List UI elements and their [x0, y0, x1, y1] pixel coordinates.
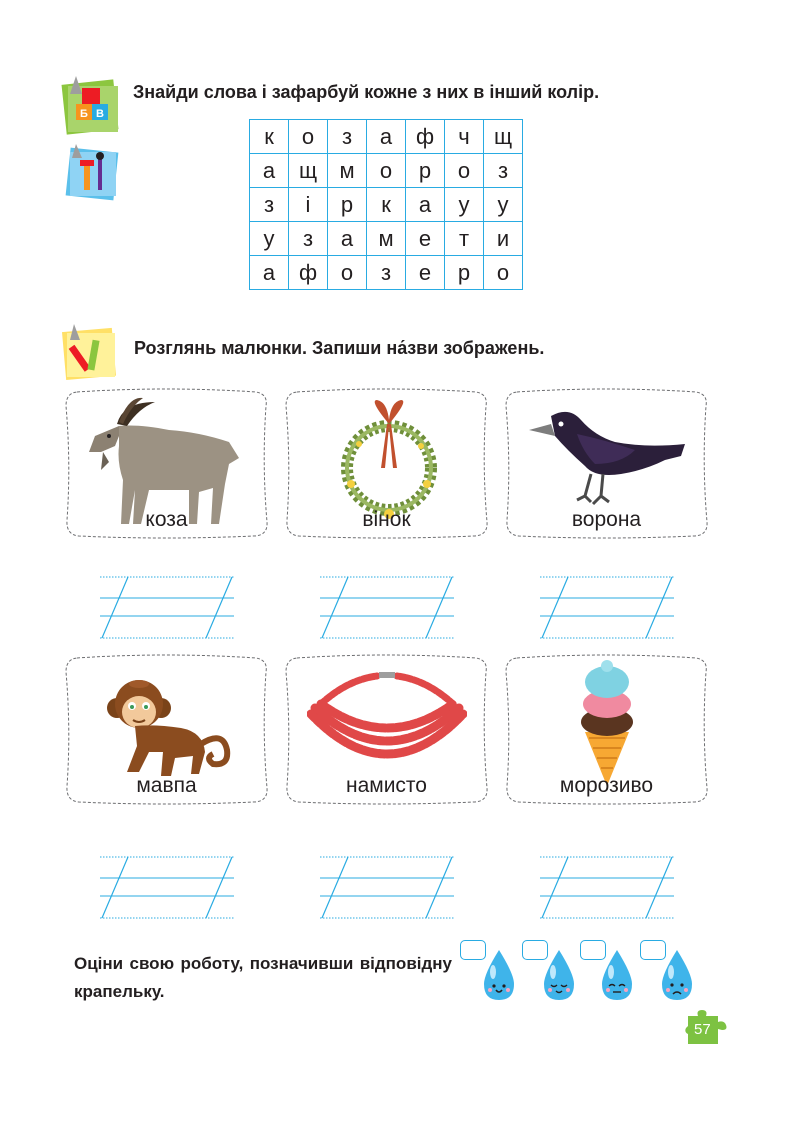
- picture-card-wreath: [283, 388, 490, 540]
- grid-cell[interactable]: о: [484, 256, 523, 290]
- grid-cell[interactable]: щ: [289, 154, 328, 188]
- ice-cream-icon: [577, 658, 637, 788]
- grid-cell[interactable]: ч: [445, 120, 484, 154]
- self-assessment-text: Оціни свою роботу, позначивши відповідну крапельку.: [74, 954, 452, 1001]
- grid-cell[interactable]: з: [328, 120, 367, 154]
- writing-lines: [540, 856, 674, 920]
- svg-text:Б: Б: [80, 108, 88, 120]
- picture-card-goat: [63, 388, 270, 540]
- task2-title: Розглянь малюнки. Запиши на́зви зображень.: [134, 338, 545, 358]
- grid-cell[interactable]: м: [367, 222, 406, 256]
- writing-lines: [320, 856, 454, 920]
- grid-cell[interactable]: а: [250, 256, 289, 290]
- task-icon-paint-tools: [62, 142, 122, 204]
- task-icon-abc-blocks: [58, 74, 124, 136]
- grid-cell[interactable]: к: [367, 188, 406, 222]
- picture-card-crow: [503, 388, 710, 540]
- grid-cell[interactable]: о: [367, 154, 406, 188]
- grid-cell[interactable]: р: [328, 188, 367, 222]
- happy-drop-icon: [480, 948, 518, 1002]
- letter-grid: [249, 119, 523, 290]
- grid-cell[interactable]: а: [250, 154, 289, 188]
- grid-cell[interactable]: т: [445, 222, 484, 256]
- grid-cell[interactable]: о: [328, 256, 367, 290]
- picture-card-necklace: [283, 654, 490, 806]
- page-number: 57: [694, 1021, 711, 1038]
- card-label: мавпа: [136, 774, 197, 797]
- card-label: ворона: [571, 508, 642, 531]
- grid-cell[interactable]: щ: [484, 120, 523, 154]
- card-label: намисто: [345, 774, 427, 797]
- monkey-icon: [95, 668, 235, 784]
- picture-card-monkey: [63, 654, 270, 806]
- grid-cell[interactable]: ф: [289, 256, 328, 290]
- grid-cell[interactable]: о: [289, 120, 328, 154]
- grid-cell[interactable]: з: [367, 256, 406, 290]
- sad-drop-icon: [658, 948, 696, 1002]
- grid-cell[interactable]: у: [484, 188, 523, 222]
- grid-row: [250, 222, 523, 256]
- grid-cell[interactable]: і: [289, 188, 328, 222]
- task1-title: Знайди слова і зафарбуй кожне з них в інший колір.: [133, 82, 600, 102]
- grid-row: [250, 154, 523, 188]
- writing-lines: [320, 576, 454, 640]
- grid-row: [250, 256, 523, 290]
- drop-rating: [460, 940, 710, 1010]
- grid-row: [250, 188, 523, 222]
- grid-cell[interactable]: е: [406, 222, 445, 256]
- grid-cell[interactable]: у: [445, 188, 484, 222]
- page-number-badge: [684, 1010, 730, 1046]
- picture-card-ice-cream: [503, 654, 710, 806]
- writing-lines: [540, 576, 674, 640]
- writing-lines: [100, 856, 234, 920]
- grid-cell[interactable]: з: [250, 188, 289, 222]
- card-label: морозиво: [559, 774, 654, 797]
- content-drop-icon: [540, 948, 578, 1002]
- wreath-icon: [329, 396, 449, 526]
- grid-cell[interactable]: ф: [406, 120, 445, 154]
- necklace-icon: [307, 668, 467, 778]
- crow-icon: [525, 400, 695, 520]
- grid-cell[interactable]: з: [289, 222, 328, 256]
- grid-cell[interactable]: р: [445, 256, 484, 290]
- writing-lines: [100, 576, 234, 640]
- grid-cell[interactable]: е: [406, 256, 445, 290]
- card-label: коза: [145, 508, 188, 531]
- grid-cell[interactable]: а: [367, 120, 406, 154]
- grid-cell[interactable]: а: [328, 222, 367, 256]
- task-icon-pencils: [58, 322, 122, 384]
- card-label: вінок: [362, 508, 411, 531]
- grid-row: [250, 120, 523, 154]
- grid-cell[interactable]: з: [484, 154, 523, 188]
- grid-cell[interactable]: у: [250, 222, 289, 256]
- neutral-drop-icon: [598, 948, 636, 1002]
- grid-cell[interactable]: и: [484, 222, 523, 256]
- grid-cell[interactable]: а: [406, 188, 445, 222]
- grid-cell[interactable]: к: [250, 120, 289, 154]
- grid-cell[interactable]: о: [445, 154, 484, 188]
- grid-cell[interactable]: м: [328, 154, 367, 188]
- grid-cell[interactable]: р: [406, 154, 445, 188]
- goat-icon: [79, 396, 249, 524]
- svg-text:В: В: [96, 108, 104, 120]
